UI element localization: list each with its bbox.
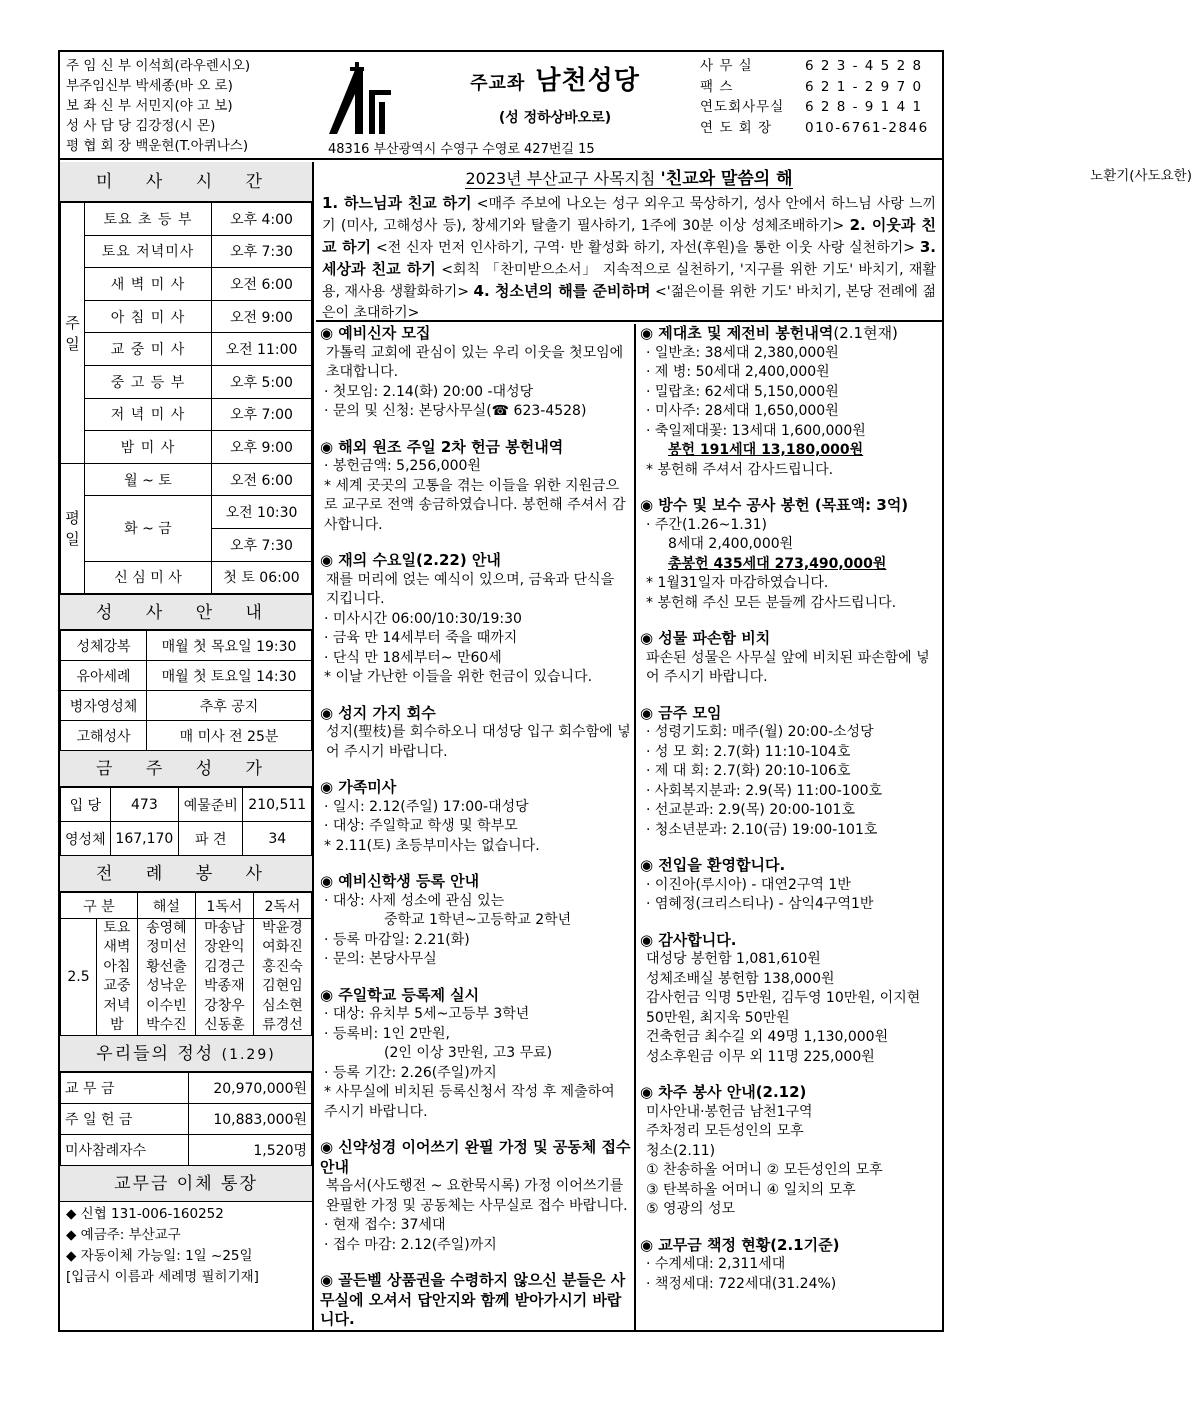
notice-line: * 2.11(토) 초등부미사는 없습니다. [324, 837, 540, 854]
notice-line: * 봉헌해 주신 모든 분들께 감사드립니다. [646, 594, 897, 611]
notice-line: 재를 머리에 얹는 예식이 있으며, 금육과 단식을 지킵니다. [326, 571, 615, 607]
contact-key: 연 도 회 장 [700, 119, 773, 136]
liturgy-cell: 성낙운 [137, 977, 195, 997]
liturgy-cell: 교중 [97, 977, 138, 997]
mass-time: 오전 6:00 [212, 268, 312, 301]
mass-name: 아 침 미 사 [85, 300, 212, 333]
notice-title-text: ◉ 성물 파손함 비치 [640, 629, 771, 647]
liturgy-cell: 강창우 [195, 997, 253, 1017]
mass-row [61, 365, 312, 398]
contact-key: 팩 스 [700, 78, 734, 95]
notice-line: * 사무실에 비치된 등록신청서 작성 후 제출하여 주시기 바랍니다. [324, 1084, 615, 1120]
sacrament-name: 고해성사 [61, 721, 147, 751]
sacrament-row [61, 661, 312, 691]
notice-title-text: ◉ 차주 봉사 안내(2.12) [640, 1083, 807, 1101]
mass-row [61, 431, 312, 464]
pastoral-item-text: <전 신자 먼저 인사하기, 구역· 반 활성화 하기, 자선(후원)을 통한 이웃 사랑 실천하기> [371, 240, 920, 256]
contact-value: 6 2 1 - 2 9 7 0 [805, 78, 923, 95]
offering-table [60, 1072, 312, 1166]
liturgy-cell: 장완익 [195, 938, 253, 958]
notice-title [640, 324, 940, 344]
notice-line: 성체조배실 봉헌함 138,000원 [646, 970, 835, 987]
notice-total: 총봉헌 435세대 273,490,000원 [668, 555, 887, 572]
notice-line: · 수계세대: 2,311세대 [646, 1256, 786, 1272]
pastoral-title-pre: 2023년 부산교구 사목지침 [465, 169, 656, 188]
liturgy-cell: 박종재 [195, 977, 253, 997]
mass-row [61, 203, 312, 236]
notice-block [320, 324, 632, 422]
choir-cell: 167,170 [110, 822, 179, 856]
notice-block [640, 704, 940, 841]
liturgy-date: 2.5 [61, 919, 97, 1036]
sacrament-time: 매월 첫 목요일 19:30 [147, 631, 312, 661]
notice-title [640, 1236, 940, 1256]
mass-row [61, 268, 312, 301]
notice-line: · 현재 접수: 37세대 [324, 1217, 446, 1233]
pastoral-guideline [316, 162, 942, 322]
title-name: 남천성당 [535, 66, 640, 96]
bank-info [60, 1202, 312, 1290]
liturgy-cell: 토요 [97, 919, 138, 939]
pastoral-item-title: 4. 청소년의 해를 준비하며 [473, 282, 651, 300]
right-area [316, 162, 942, 1332]
sunday-label: 주일 [61, 203, 85, 464]
column-divider [634, 324, 636, 1332]
church-subtitle: (성 정하상바오로) [498, 110, 612, 126]
sacrament-title: 성 사 안 내 [60, 594, 312, 630]
liturgy-row [61, 977, 312, 997]
notice-title-text: ◉ 제대초 및 제전비 봉헌내역 [640, 324, 834, 342]
notice-title-note: (2.1현재) [833, 324, 898, 342]
liturgy-header-row [61, 893, 312, 919]
offering-value: 20,970,000원 [189, 1073, 312, 1104]
contact-key: 연도회사무실 [700, 99, 785, 115]
notice-line: · 주간(1.26~1.31) [646, 516, 767, 533]
staff-line: 보 좌 신 부 서민지(야 고 보) [66, 98, 233, 114]
choir-cell: 34 [243, 822, 312, 856]
offering-value: 10,883,000원 [189, 1104, 312, 1135]
staff-line: 평 협 회 장 백운현(T.아퀴나스) [66, 138, 249, 154]
notice-block [320, 438, 632, 536]
offering-row [61, 1135, 312, 1166]
offering-date: (1.29) [221, 1047, 276, 1064]
notice-line: · 밀랍초: 62세대 5,150,000원 [646, 383, 839, 400]
mass-row [61, 463, 312, 496]
sacrament-table [60, 630, 312, 751]
bank-line: ◆ 예금주: 부산교구 [66, 1227, 181, 1244]
mass-row [61, 300, 312, 333]
contact-president: 노환기(사도요한) [1090, 168, 1192, 184]
notice-title-text: ◉ 감사합니다. [640, 930, 737, 949]
offering-name: 미사참례자수 [61, 1135, 189, 1166]
notice-line: · 대상: 유치부 5세~고등부 3학년 [324, 1006, 530, 1022]
liturgy-cell: 박윤경 [253, 919, 311, 939]
news-left [320, 324, 632, 1346]
mass-time: 오후 7:00 [212, 398, 312, 431]
notice-line: 감사헌금 익명 5만원, 김두영 10만원, 이지현 50만원, 최지욱 50만원 [646, 990, 921, 1026]
notice-line: * 세계 곳곳의 고통을 겪는 이들을 위한 지원금으로 교구로 전액 송금하였습니다. 봉헌해 주셔서 감사합니다. [324, 477, 626, 533]
notice-line: 건축헌금 최수길 외 49명 1,130,000원 [646, 1029, 889, 1045]
notice-line: · 청소년분과: 2.10(금) 19:00-101호 [646, 821, 878, 838]
choir-row [61, 822, 312, 856]
liturgy-cell: 정미선 [137, 938, 195, 958]
notice-block [640, 1236, 940, 1295]
liturgy-cell: 밤 [97, 1016, 138, 1036]
offering-name: 주 일 헌 금 [61, 1104, 189, 1135]
pastoral-item-title: 3. 세상과 친교 하기 [322, 238, 936, 278]
notice-line: · 염혜정(크리스티나) - 삼익4구역1반 [646, 896, 874, 912]
contact-value: 010-6761-2846 [805, 119, 929, 136]
liturgy-title: 전 례 봉 사 [60, 856, 312, 892]
mass-time: 오후 5:00 [212, 365, 312, 398]
notice-title [640, 1083, 940, 1103]
liturgy-cell: 송영혜 [137, 919, 195, 939]
mass-row [61, 496, 312, 529]
notice-line: · 등록비: 1인 2만원, [324, 1025, 450, 1042]
notice-line: ① 찬송하올 어머니 ② 모든성인의 모후 [646, 1162, 883, 1178]
notice-title: ◉ 신약성경 이어쓰기 완필 가정 및 공동체 접수 안내 [320, 1138, 631, 1176]
liturgy-header: 구 분 [61, 893, 138, 919]
notice-block [640, 629, 940, 688]
pastoral-title [322, 164, 936, 189]
notice-line: · 일반초: 38세대 2,380,000원 [646, 344, 839, 361]
notice-line: 성소후원금 이무 외 11명 225,000원 [646, 1048, 875, 1065]
news-right [640, 324, 940, 1310]
mass-name: 신 심 미 사 [85, 561, 212, 594]
mass-table [60, 202, 312, 594]
contact-key: 사 무 실 [700, 58, 753, 74]
contact-value: 6 2 8 - 9 1 4 1 [805, 99, 923, 115]
liturgy-table [60, 892, 312, 1036]
liturgy-row [61, 997, 312, 1017]
notice-line: · 이진아(루시아) - 대연2구역 1반 [646, 876, 851, 893]
mass-time: 오후 4:00 [212, 203, 312, 236]
notice-line: · 접수 마감: 2.12(주일)까지 [324, 1236, 497, 1253]
notice-line: 성지(聖枝)를 회수하오니 대성당 입구 회수함에 넣어 주시기 바랍니다. [326, 724, 631, 760]
staff-line: 주 임 신 부 이석희(라우렌시오) [66, 58, 251, 74]
mass-row [61, 235, 312, 268]
notice-title-text: ◉ 방수 및 보수 공사 봉헌 (목표액: 3억) [640, 496, 909, 514]
liturgy-cell: 심소현 [253, 997, 311, 1017]
bank-line: ◆ 자동이체 가능일: 1일 ~25일 [66, 1248, 253, 1265]
sacrament-name: 유아세례 [61, 661, 147, 691]
notice-line: · 대상: 사제 성소에 관심 있는 [324, 892, 505, 909]
choir-cell: 영성체 [61, 822, 111, 856]
notice-block [640, 324, 940, 480]
pastoral-item-text: <매주 주보에 나오는 성구 외우고 묵상하기, 성사 안에서 하느님 사랑 느끼기 (미사, 고해성사 등), 창세기와 탈출기 필사하기, 1주에 30분 이상 성체조배하기> [322, 196, 936, 234]
offering-title-text: 우리들의 정성 [96, 1044, 215, 1065]
notice-block [640, 856, 940, 915]
notice-title: ◉ 예비신학생 등록 안내 [320, 872, 480, 890]
choir-cell: 473 [110, 788, 179, 822]
pastoral-item-title: 2. 이웃과 친교 하기 [322, 216, 936, 256]
notice-line: · 일시: 2.12(주일) 17:00-대성당 [324, 798, 529, 815]
bank-line: [입금시 이름과 세례명 필히기재] [66, 1269, 259, 1286]
notice-block [320, 551, 632, 688]
notice-line: (2인 이상 3만원, 고3 무료) [384, 1045, 553, 1061]
notice-line: · 첫모임: 2.14(화) 20:00 -대성당 [324, 383, 534, 400]
notice-line: · 미사시간 06:00/10:30/19:30 [324, 610, 522, 627]
notice-line: 가톨릭 교회에 관심이 있는 우리 이웃을 첫모임에 초대합니다. [326, 344, 624, 380]
notice-block [640, 1083, 940, 1220]
mass-time: 오전 6:00 [212, 463, 312, 496]
notice-block [320, 1271, 632, 1330]
notice-line: · 축일제대꽃: 13세대 1,600,000원 [646, 422, 866, 439]
offering-row [61, 1073, 312, 1104]
notice-title: ◉ 성지 가지 회수 [320, 703, 436, 722]
notice-block [320, 986, 632, 1123]
choir-title: 금 주 성 가 [60, 751, 312, 787]
liturgy-cell: 아침 [97, 958, 138, 978]
mass-name: 교 중 미 사 [85, 333, 212, 366]
choir-table [60, 787, 312, 856]
notice-line: · 등록 마감일: 2.21(화) [324, 931, 470, 948]
pastoral-item-text: <회칙 「찬미받으소서」 지속적으로 실천하기, '지구를 위한 기도' 바치기, 재활용, 재사용 생활화하기> [322, 262, 936, 300]
mass-time: 첫 토 06:00 [212, 561, 312, 594]
notice-title [640, 704, 940, 724]
notice-block [320, 872, 632, 970]
notice-line: 대성당 봉헌함 1,081,610원 [646, 951, 821, 967]
notice-line: * 봉헌해 주셔서 감사드립니다. [646, 461, 834, 478]
liturgy-cell: 황선출 [137, 958, 195, 978]
mass-time: 오전 11:00 [212, 333, 312, 366]
choir-cell: 예물준비 [179, 788, 243, 822]
notice-line: · 금육 만 14세부터 죽을 때까지 [324, 630, 518, 646]
mass-time: 오전 10:30 [212, 496, 312, 529]
notice-block [320, 778, 632, 856]
liturgy-header: 2독서 [253, 893, 311, 919]
notice-block [320, 704, 632, 763]
mass-time: 오후 7:30 [212, 235, 312, 268]
church-title [400, 60, 710, 140]
notice-title: ◉ 재의 수요일(2.22) 안내 [320, 551, 501, 569]
notice-title: ◉ 가족미사 [320, 778, 397, 796]
notice-block [640, 931, 940, 1068]
notice-title: ◉ 주일학교 등록제 실시 [320, 985, 480, 1004]
notice-title-text: ◉ 전입을 환영합니다. [640, 856, 786, 874]
sacrament-time: 매 미사 전 25분 [147, 721, 312, 751]
notice-line: · 제 대 회: 2.7(화) 20:10-106호 [646, 763, 851, 779]
liturgy-cell: 신동훈 [195, 1016, 253, 1036]
choir-cell: 210,511 [243, 788, 312, 822]
mass-row [61, 398, 312, 431]
notice-line: · 사회복지분과: 2.9(목) 11:00-100호 [646, 782, 883, 799]
mass-name: 새 벽 미 사 [85, 268, 212, 301]
notice-title [640, 496, 940, 516]
liturgy-row [61, 938, 312, 958]
mass-name: 토요 초 등 부 [85, 203, 212, 236]
notice-title [640, 931, 940, 951]
staff-line: 부주임신부 박세종(바 오 로) [66, 78, 233, 94]
mass-name: 토요 저녁미사 [85, 235, 212, 268]
notice-title: ◉ 골든벨 상품권을 수령하지 않으신 분들은 사무실에 오셔서 답안지와 함께 받아가시기 바랍니다. [320, 1271, 626, 1328]
notice-line: 청소(2.11) [646, 1142, 716, 1159]
mass-name: 밤 미 사 [85, 431, 212, 464]
offering-title [60, 1036, 312, 1072]
weekday-label: 평일 [61, 463, 85, 593]
notice-block [640, 496, 940, 613]
notice-line: · 문의: 본당사무실 [324, 951, 437, 967]
notice-line: · 문의 및 신청: 본당사무실(☎ 623-4528) [324, 403, 587, 419]
sacrament-name: 성체강복 [61, 631, 147, 661]
liturgy-cell: 홍진숙 [253, 958, 311, 978]
notice-title [640, 629, 940, 649]
sacrament-time: 매월 첫 토요일 14:30 [147, 661, 312, 691]
pastoral-item-title: 1. 하느님과 친교 하기 [322, 194, 472, 212]
contact-value: 6 2 3 - 4 5 2 8 [805, 58, 923, 74]
notice-line: * 1월31일자 마감하였습니다. [646, 575, 829, 591]
bank-title: 교무금 이체 통장 [60, 1166, 312, 1202]
notice-line: · 등록 기간: 2.26(주일)까지 [324, 1064, 497, 1081]
sacrament-row [61, 631, 312, 661]
liturgy-cell: 마송남 [195, 919, 253, 939]
staff-list [66, 56, 316, 156]
notice-line: * 이날 가난한 이들을 위한 헌금이 있습니다. [324, 669, 593, 685]
mass-name: 저 녁 미 사 [85, 398, 212, 431]
liturgy-row [61, 1016, 312, 1036]
liturgy-cell: 이수빈 [137, 997, 195, 1017]
notice-line: 8세대 2,400,000원 [668, 536, 794, 552]
church-logo-icon [325, 60, 395, 136]
liturgy-cell: 저녁 [97, 997, 138, 1017]
pastoral-title-bold: '친교와 말씀의 해 [660, 169, 793, 189]
notice-line: · 미사주: 28세대 1,650,000원 [646, 403, 839, 419]
mass-time: 오후 9:00 [212, 431, 312, 464]
liturgy-row [61, 958, 312, 978]
mass-row [61, 333, 312, 366]
mass-row [61, 561, 312, 594]
mass-time: 오전 9:00 [212, 300, 312, 333]
left-column [60, 162, 314, 1332]
address: 48316 부산광역시 수영구 수영로 427번길 15 [328, 142, 595, 157]
notice-title: ◉ 예비신자 모집 [320, 324, 431, 342]
pastoral-item-text: <'젊은이를 위한 기도' 바치기, 본당 전례에 젊은이 초대하기> [322, 284, 937, 321]
mass-name: 중 고 등 부 [85, 365, 212, 398]
notice-line: · 단식 만 18세부터~ 만60세 [324, 649, 502, 666]
mass-time: 오후 7:30 [212, 528, 312, 561]
choir-row [61, 788, 312, 822]
notice-title: ◉ 해외 원조 주일 2차 헌금 봉헌내역 [320, 437, 564, 456]
notice-total: 봉헌 191세대 13,180,000원 [668, 442, 864, 458]
staff-line: 성 사 담 당 김강정(시 몬) [66, 118, 216, 134]
mass-name: 월 ~ 토 [85, 463, 212, 496]
offering-value: 1,520명 [189, 1135, 312, 1166]
liturgy-cell: 새벽 [97, 938, 138, 958]
liturgy-header: 1독서 [195, 893, 253, 919]
notice-line: 주차정리 모든성인의 모후 [646, 1123, 804, 1139]
notice-line: · 책정세대: 722세대(31.24%) [646, 1275, 837, 1292]
notice-line: 중학교 1학년~고등학교 2학년 [384, 912, 572, 928]
title-prefix: 주교좌 [470, 73, 526, 94]
notice-line: · 대상: 주일학교 학생 및 학부모 [324, 818, 518, 834]
sacrament-row [61, 691, 312, 721]
offering-row [61, 1104, 312, 1135]
offering-name: 교 무 금 [61, 1073, 189, 1104]
liturgy-cell: 박수진 [137, 1016, 195, 1036]
bank-line: ◆ 신협 131-006-160252 [66, 1206, 224, 1223]
pastoral-body [322, 193, 936, 324]
mass-name: 화 ~ 금 [85, 496, 212, 561]
notice-title-text: ◉ 금주 모임 [640, 703, 722, 722]
choir-cell: 입 당 [61, 788, 111, 822]
mass-title: 미 사 시 간 [60, 162, 312, 202]
liturgy-cell: 류경선 [253, 1016, 311, 1036]
liturgy-cell: 김현임 [253, 977, 311, 997]
notice-line: 파손된 성물은 사무실 앞에 비치된 파손함에 넣어 주시기 바랍니다. [646, 649, 930, 685]
notice-line: · 성령기도회: 매주(월) 20:00-소성당 [646, 724, 874, 740]
liturgy-header: 해설 [137, 893, 195, 919]
liturgy-cell: 김경근 [195, 958, 253, 978]
sacrament-row [61, 721, 312, 751]
choir-cell: 파 견 [179, 822, 243, 856]
notice-line: 복음서(사도행전 ~ 요한묵시록) 가정 이어쓰기를 완필한 가정 및 공동체는 사무실로 접수 바랍니다. [326, 1178, 628, 1214]
notice-title [640, 856, 940, 876]
notice-line: ③ 탄복하올 어머니 ④ 일치의 모후 [646, 1181, 856, 1198]
sacrament-time: 추후 공지 [147, 691, 312, 721]
notice-line: · 성 모 회: 2.7(화) 11:10-104호 [646, 743, 851, 760]
notice-line: 미사안내·봉헌금 남천1구역 [646, 1103, 813, 1120]
notice-line: ⑤ 영광의 성모 [646, 1201, 736, 1217]
sacrament-name: 병자영성체 [61, 691, 147, 721]
liturgy-row [61, 919, 312, 939]
liturgy-cell: 여화진 [253, 938, 311, 958]
notice-line: · 봉헌금액: 5,256,000원 [324, 458, 481, 474]
notice-line: · 제 병: 50세대 2,400,000원 [646, 364, 830, 380]
notice-line: · 선교분과: 2.9(목) 20:00-101호 [646, 802, 855, 818]
notice-title-text: ◉ 교무금 책정 현황(2.1기준) [640, 1235, 840, 1254]
notice-block [320, 1138, 632, 1255]
bulletin-page [58, 50, 1192, 1332]
